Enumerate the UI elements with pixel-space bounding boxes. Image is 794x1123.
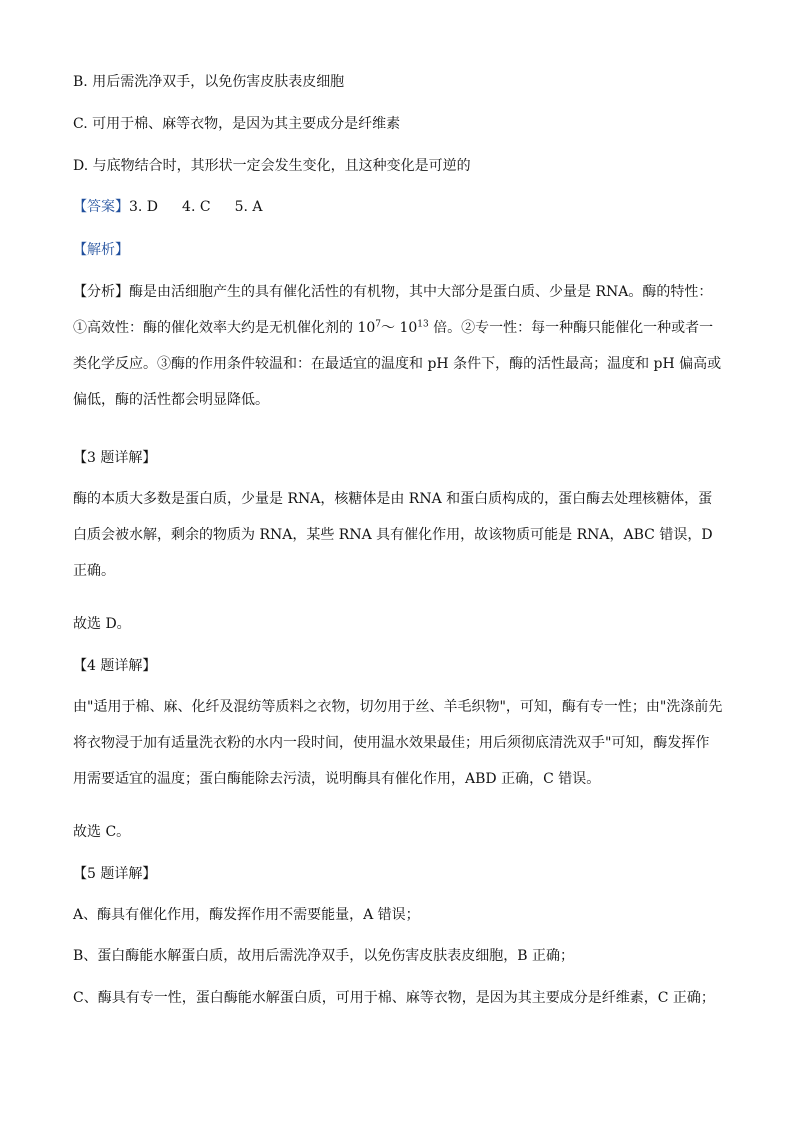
answer-label: 【答案】 — [73, 199, 129, 215]
analysis-paragraph — [73, 274, 723, 418]
q5-heading: 【5 题详解】 — [73, 866, 157, 882]
q5-line-b: B、蛋白酶能水解蛋白质，故用后需洗净双手，以免伤害皮肤表皮细胞，B 正确； — [73, 948, 575, 964]
answer-q4: 4. C — [182, 199, 211, 215]
q3-body: 酶的本质大多数是蛋白质，少量是 RNA，核糖体是由 RNA 和蛋白质构成的，蛋白酶去处理核糖体，蛋白质会被水解，剩余的物质为 RNA，某些 RNA 具有催化作用，故该物质可能是 RNA，ABC 错误，D 正确。 — [73, 491, 713, 579]
option-b: B. 用后需洗净双手，以免伤害皮肤表皮细胞 — [73, 74, 345, 90]
analysis-text-1: 【分析】酶是由活细胞产生的具有催化活性的有机物，其中大部分是蛋白质、少量是 RNA。酶的特性：①高效性：酶的催化效率大约是无机催化剂的 10 — [73, 284, 713, 336]
q4-choice: 故选 C。 — [73, 824, 131, 840]
option-c: C. 可用于棉、麻等衣物，是因为其主要成分是纤维素 — [73, 116, 401, 132]
answer-q5: 5. A — [234, 199, 263, 215]
answer-line — [73, 197, 723, 217]
analysis-text-2: ～ 10 — [381, 320, 418, 336]
option-d: D. 与底物结合时，其形状一定会发生变化，且这种变化是可逆的 — [73, 158, 471, 174]
analysis-text-3: 倍。②专一性：每一种酶只能催化一种或者一类化学反应。③酶的作用条件较温和：在最适宜的温度和 pH 条件下，酶的活性最高；温度和 pH 偏高或偏低，酶的活性都会明显降低。 — [73, 320, 722, 408]
analysis-exponent-2: 13 — [417, 319, 429, 330]
q4-heading: 【4 题详解】 — [73, 658, 157, 674]
q5-line-c: C、酶具有专一性，蛋白酶能水解蛋白质，可用于棉、麻等衣物，是因为其主要成分是纤维素，C 正确； — [73, 990, 715, 1006]
q4-body: 由"适用于棉、麻、化纤及混纺等质料之衣物，切勿用于丝、羊毛织物"，可知，酶有专一性；由"洗涤前先将衣物浸于加有适量洗衣粉的水内一段时间，使用温水效果最佳；用后须彻底清洗双手"可知，酶发挥作用需要适宜的温度；蛋白酶能除去污渍，说明酶具有催化作用，ABD 正确，C 错误。 — [73, 699, 723, 787]
analysis-exponent-1: 7 — [375, 319, 381, 330]
answer-q3: 3. D — [129, 199, 159, 215]
q3-choice: 故选 D。 — [73, 616, 131, 632]
q3-heading: 【3 题详解】 — [73, 450, 157, 466]
analysis-heading: 【解析】 — [73, 242, 129, 258]
q5-line-a: A、酶具有催化作用，酶发挥作用不需要能量，A 错误； — [73, 907, 420, 923]
